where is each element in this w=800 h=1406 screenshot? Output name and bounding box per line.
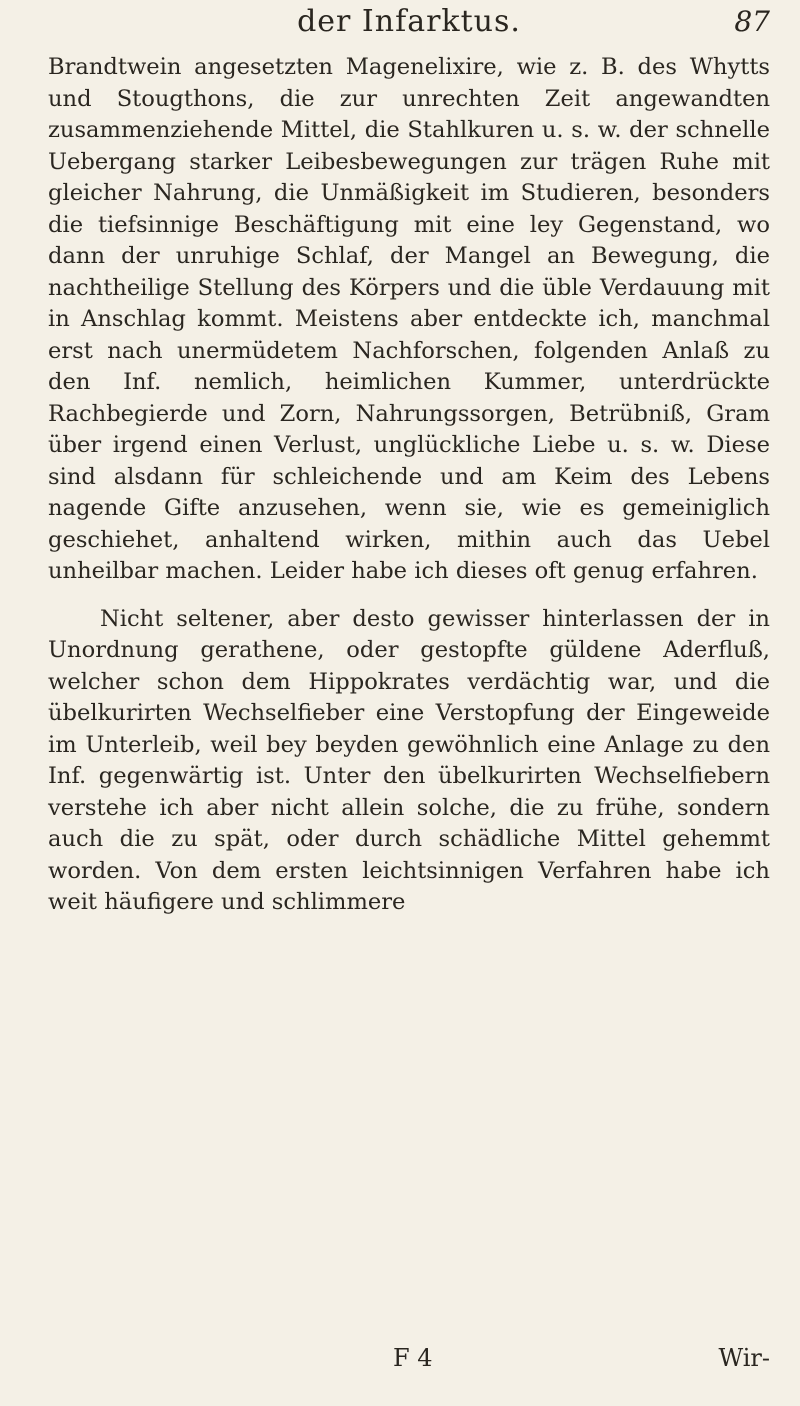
page-header — [48, 2, 770, 42]
paragraph-1: Brandtwein angesetzten Magenelixire, wie z. B. des Whytts und Stougthons, die zur unrechten Zeit angewandten zusammenziehende Mittel, die Stahlkuren u. s. w. der schnelle Uebergang starker Leibesbewegungen zur trägen Ruhe mit gleicher Nahrung, die Unmäßigkeit im Studieren, besonders die tiefsinnige Beschäftigung mit eine ley Gegenstand, wo dann der unruhige Schlaf, der Mangel an Bewegung, die nachtheilige Stellung des Körpers und die üble Verdauung mit in Anschlag kommt. Meistens aber entdeckte ich, manchmal erst nach unermüdetem Nachforschen, folgenden Anlaß zu den Inf. nemlich, heimlichen Kummer, unterdrückte Rachbegierde und Zorn, Nahrungssorgen, Betrübniß, Gram über irgend einen Verlust, unglückliche Liebe u. s. w. Diese sind alsdann für schleichende und am Keim des Lebens nagende Gifte anzusehen, wenn sie, wie es gemeiniglich geschiehet, anhaltend wirken, mithin auch das Uebel unheilbar machen. Leider habe ich dieses oft genug erfahren. — [48, 54, 770, 584]
running-head: der Infarktus. — [297, 4, 521, 39]
catchword: Wir- — [718, 1344, 770, 1372]
page-number: 87 — [734, 5, 770, 38]
signature-mark: F 4 — [393, 1344, 433, 1372]
paragraph-2: Nicht seltener, aber desto gewisser hinterlassen der in Unordnung gerathene, oder gestopfte güldene Aderfluß, welcher schon dem Hippokrates verdächtig war, und die übelkurirten Wechselfieber eine Verstopfung der Eingeweide im Unterleib, weil bey beyden gewöhnlich eine Anlage zu den Inf. gegenwärtig ist. Unter den übelkurirten Wechselfiebern verstehe ich aber nicht allein solche, die zu frühe, sondern auch die zu spät, oder durch schädliche Mittel gehemmt worden. Von dem ersten leichtsinnigen Verfahren habe ich weit häufigere und schlimmere — [48, 605, 770, 915]
page-footer — [48, 1340, 770, 1376]
body-text — [48, 52, 770, 919]
